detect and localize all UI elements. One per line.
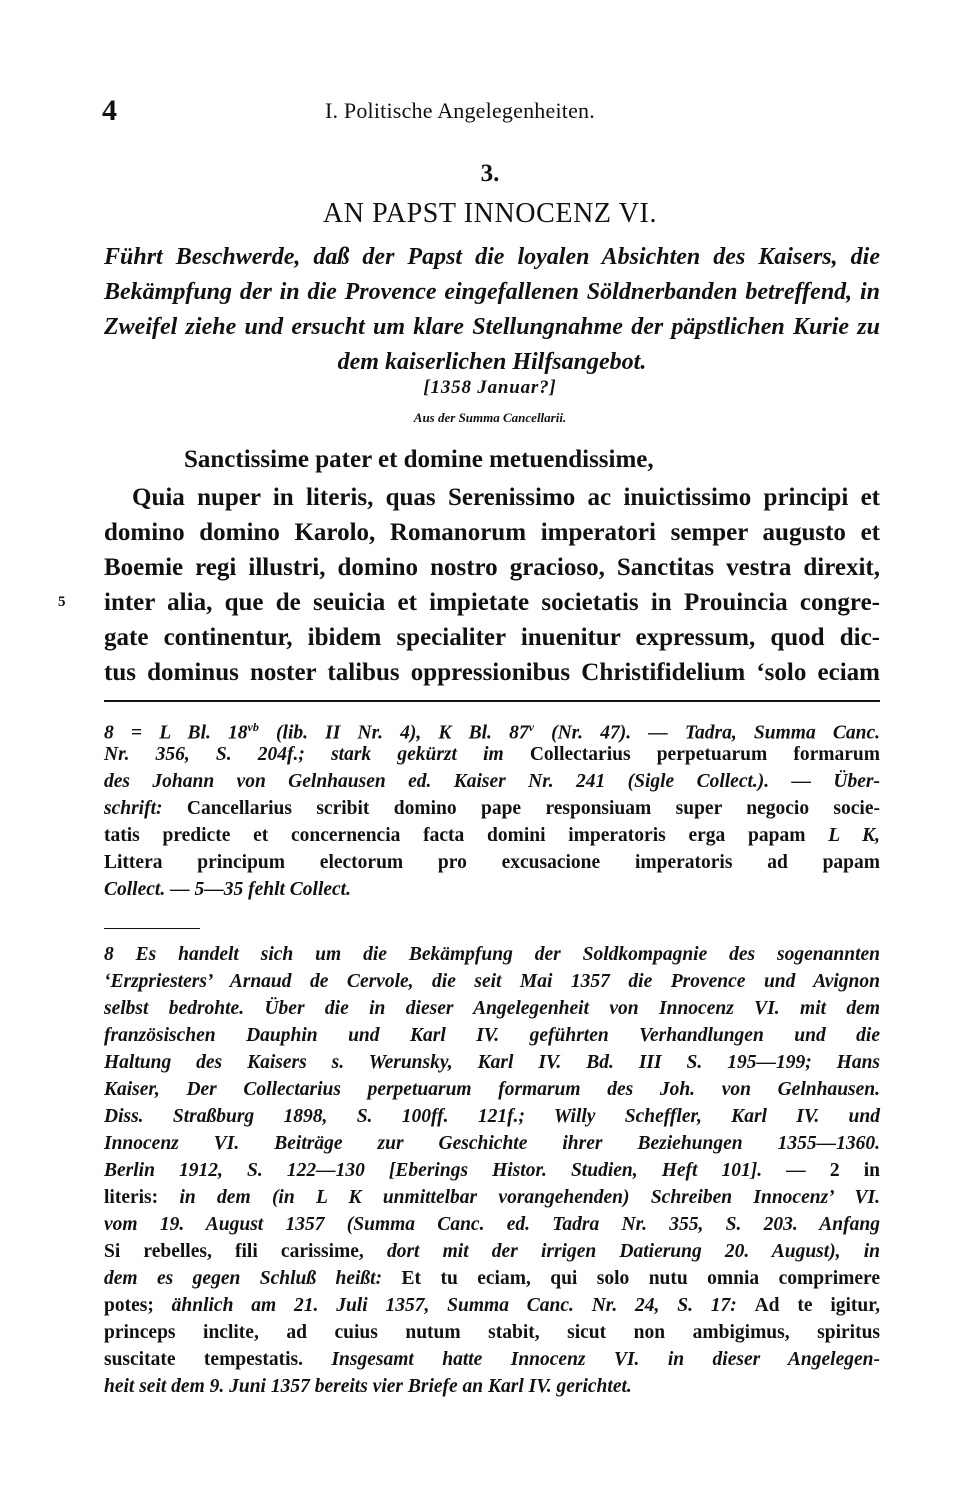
apparatus-text: 8 = L Bl. 18 xyxy=(104,722,248,744)
notes-text: Et tu eciam, qui solo nutu omnia comprimere xyxy=(401,1268,880,1289)
notes-line xyxy=(104,1130,880,1157)
apparatus-line xyxy=(104,768,880,795)
apparatus-text: vb xyxy=(247,720,259,734)
notes-text: heit seit dem 9. Juni 1357 bereits vier Briefe an Karl IV. gerichtet. xyxy=(104,1376,632,1397)
salutation: Sanctissime pater et domine metuendissime, xyxy=(184,446,654,473)
notes-line xyxy=(104,1373,880,1400)
notes-text: princeps inclite, ad cuius nutum stabit, sicut non ambigimus, spiritus xyxy=(104,1322,880,1343)
notes-text: selbst bedrohte. Über die in dieser Angelegenheit von Innocenz VI. mit dem xyxy=(104,998,880,1019)
notes-text: 8 Es handelt sich um die Bekämpfung der Soldkompagnie des sogenannten xyxy=(104,944,880,965)
notes-text: Kaiser, Der Collectarius perpetuarum formarum des Joh. von Gelnhausen. xyxy=(104,1079,880,1100)
apparatus-text: L K, xyxy=(828,825,880,846)
apparatus-text: v xyxy=(528,720,534,734)
notes-line xyxy=(104,1238,880,1265)
apparatus-line xyxy=(104,741,880,768)
apparatus-text: schrift: xyxy=(104,798,187,819)
apparatus-text: (Nr. 47). — Tadra, Summa Canc. xyxy=(533,722,880,744)
apparatus-line xyxy=(104,795,880,822)
notes-text: französischen Dauphin und Karl IV. geführten Verhandlungen und die xyxy=(104,1025,880,1046)
document-number: 3. xyxy=(480,160,500,187)
letter-body xyxy=(58,480,880,690)
notes-line xyxy=(104,1265,880,1292)
body-line: domino domino Karolo, Romanorum imperatori semper augusto et xyxy=(104,519,880,546)
footnote-separator-rule xyxy=(104,700,880,702)
notes-line xyxy=(104,1292,880,1319)
notes-text: 2 in xyxy=(829,1160,881,1181)
historical-notes xyxy=(104,941,880,1400)
apparatus-text: Cancellarius scribit domino pape responsiuam super negocio socie- xyxy=(186,798,880,819)
notes-line xyxy=(104,1022,880,1049)
notes-text: Berlin 1912, S. 122—130 [Eberings Histor. Studien, Heft 101]. — xyxy=(104,1160,830,1181)
notes-line xyxy=(104,1157,880,1184)
notes-line xyxy=(104,1103,880,1130)
notes-line xyxy=(104,1184,880,1211)
body-line: tus dominus noster talibus oppressionibus Christifidelium ‘solo eciam xyxy=(104,659,880,686)
running-title: I. Politische Angelegenheiten. xyxy=(325,98,595,123)
notes-text: in dem (in L K unmittelbar vorangehenden) Schreiben Innocenz’ VI. xyxy=(179,1187,881,1208)
apparatus-text: Collectarius perpetuarum formarum xyxy=(529,744,880,765)
notes-line xyxy=(104,995,880,1022)
notes-text: potes; xyxy=(104,1295,172,1316)
notes-text: Ad te igitur, xyxy=(754,1295,880,1316)
document-abstract: Führt Beschwerde, daß der Papst die loyalen Absichten des Kaisers, die Bekämpfung der in die Provence eingefallenen Söldnerbanden betreffend, in Zweifel ziehe und ersucht um klare Stellungnahme der päpstlichen Kurie zu dem kaiserlichen Hilfsangebot. xyxy=(104,244,880,375)
notes-text: literis: xyxy=(104,1187,180,1208)
notes-line xyxy=(104,941,880,968)
notes-text: suscitate tempestatis. xyxy=(104,1349,332,1370)
apparatus-text: tatis predicte et concernencia facta domini imperatoris erga papam xyxy=(104,825,829,846)
notes-separator-rule xyxy=(104,928,200,929)
notes-line xyxy=(104,1211,880,1238)
running-header xyxy=(102,94,878,134)
apparatus-line xyxy=(104,849,880,876)
apparatus-text: Nr. 356, S. 204f.; stark gekürzt im xyxy=(104,744,530,765)
page-number: 4 xyxy=(102,94,117,127)
notes-text: dem es gegen Schluß heißt: xyxy=(104,1268,402,1289)
apparatus-text: Littera principum electorum pro excusacione imperatoris ad papam xyxy=(104,852,880,873)
notes-text: Insgesamt hatte Innocenz VI. in dieser Angelegen- xyxy=(331,1349,880,1370)
notes-text: ähnlich am 21. Juli 1357, Summa Canc. Nr. 24, S. 17: xyxy=(171,1295,755,1316)
notes-text: ‘Erzpriesters’ Arnaud de Cervole, die seit Mai 1357 die Provence und Avignon xyxy=(104,971,880,992)
document-date: [1358 Januar?] xyxy=(423,377,557,398)
apparatus-text: Collect. — 5—35 fehlt Collect. xyxy=(104,879,351,900)
notes-text: Haltung des Kaisers s. Werunsky, Karl IV. Bd. III S. 195—199; Hans xyxy=(104,1052,880,1073)
notes-line xyxy=(104,1346,880,1373)
notes-text: dort mit der irrigen Datierung 20. August), in xyxy=(386,1241,880,1262)
line-number-marker: 5 xyxy=(58,594,66,610)
body-line: gate continentur, ibidem specialiter inuenitur expressum, quod dic- xyxy=(104,624,880,651)
apparatus-text: des Johann von Gelnhausen ed. Kaiser Nr. 241 (Sigle Collect.). — Über- xyxy=(104,771,880,792)
notes-text: Innocenz VI. Beiträge zur Geschichte ihrer Beziehungen 1355—1360. xyxy=(104,1133,880,1154)
notes-text: vom 19. August 1357 (Summa Canc. ed. Tadra Nr. 355, S. 203. Anfang xyxy=(104,1214,880,1235)
document-title: AN PAPST INNOCENZ VI. xyxy=(322,198,658,229)
body-line: Boemie regi illustri, domino nostro gracioso, Sanctitas vestra direxit, xyxy=(104,554,880,581)
apparatus-line xyxy=(104,822,880,849)
body-line: Quia nuper in literis, quas Serenissimo ac inuictissimo principi et xyxy=(132,484,880,511)
body-line-text: inter alia, que de seuicia et impietate societatis in Prouincia congre- xyxy=(104,589,880,616)
notes-line xyxy=(104,1319,880,1346)
apparatus-text: (lib. II Nr. 4), K Bl. 87 xyxy=(258,722,529,744)
notes-text: Diss. Straßburg 1898, S. 100ff. 121f.; Willy Scheffler, Karl IV. und xyxy=(104,1106,880,1127)
body-line xyxy=(58,585,880,620)
critical-apparatus xyxy=(104,714,880,903)
document-source: Aus der Summa Cancellarii. xyxy=(413,410,567,425)
apparatus-line xyxy=(104,876,880,903)
notes-line xyxy=(104,1049,880,1076)
apparatus-line xyxy=(104,714,880,744)
notes-line xyxy=(104,968,880,995)
notes-text: Si rebelles, fili carissime, xyxy=(104,1241,387,1262)
notes-line xyxy=(104,1076,880,1103)
